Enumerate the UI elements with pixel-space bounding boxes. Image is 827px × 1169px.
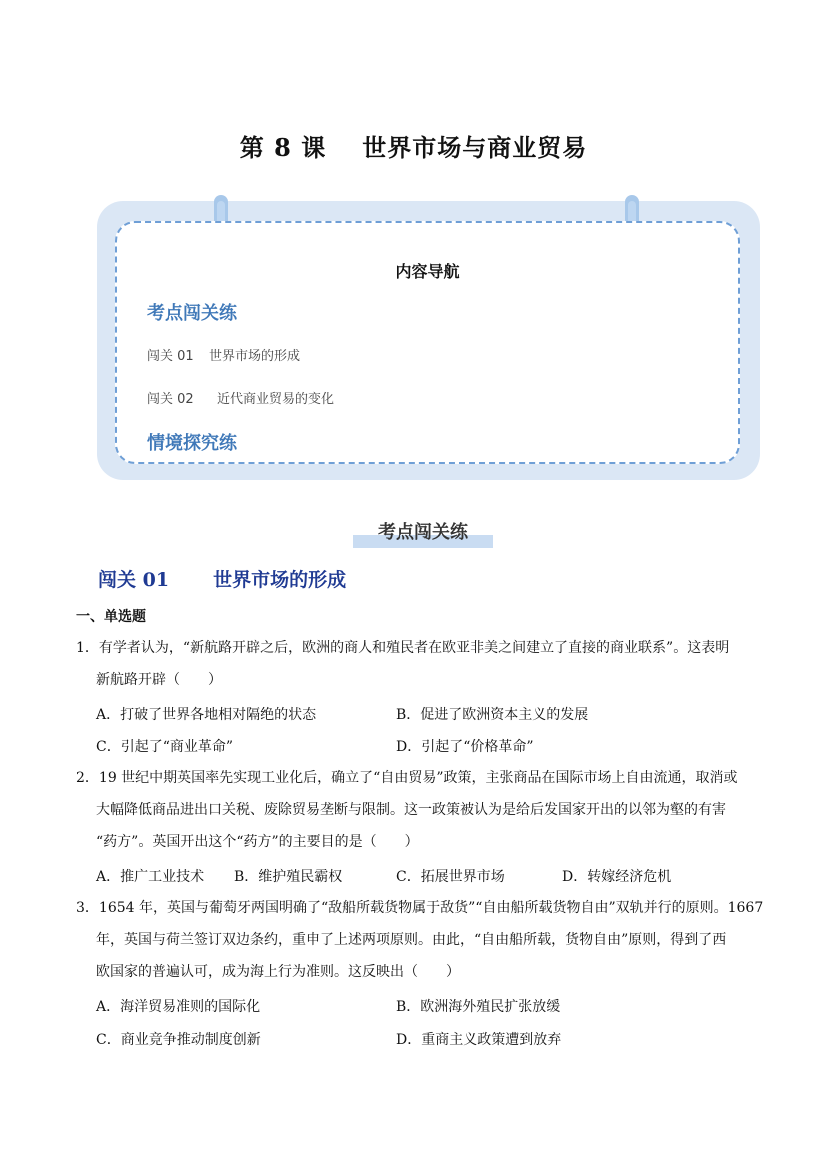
nav-item-number: 闯关 02 (147, 392, 194, 407)
question-stem-line: 欧国家的普遍认可，成为海上行为准则。这反映出（ ） (96, 964, 460, 980)
option-b[interactable]: B．维护殖民霸权 (234, 869, 343, 885)
option-d[interactable]: D．重商主义政策遭到放弃 (396, 1032, 562, 1048)
level-name: 世界市场的形成 (213, 569, 347, 591)
option-b[interactable]: B．促进了欧洲资本主义的发展 (396, 707, 589, 723)
option-c[interactable]: C．商业竞争推动制度创新 (96, 1032, 261, 1048)
question-stem-line: 年，英国与荷兰签订双边条约，重申了上述两项原则。由此，“自由船所载，货物自由”原则，得到了西 (96, 932, 727, 948)
level-number: 闯关 01 (98, 569, 170, 591)
option-c[interactable]: C．拓展世界市场 (396, 869, 505, 885)
question-stem-line: 大幅降低商品进出口关税、废除贸易垄断与限制。这一政策被认为是给后发国家开出的以邻为壑的有害 (96, 802, 726, 818)
option-c[interactable]: C．引起了“商业革命” (96, 739, 234, 755)
level-heading (98, 565, 346, 592)
question-1 (76, 632, 756, 696)
nav-section-scenario[interactable]: 情境探究练 (147, 433, 237, 454)
question-3 (76, 892, 764, 988)
nav-item-level-02[interactable] (147, 388, 334, 407)
question-stem-line: 2．19 世纪中期英国率先实现工业化后，确立了“自由贸易”政策，主张商品在国际市场上自由流通，取消或 (76, 770, 738, 786)
lesson-name: 世界市场与商业贸易 (362, 133, 588, 162)
content-navigation-panel (97, 201, 760, 480)
option-a[interactable]: A．推广工业技术 (96, 869, 205, 885)
question-stem-line: 3．1654 年，英国与葡萄牙两国明确了“敌船所载货物属于敌货”“自由船所载货物自由”双轨并行的原则。1667 (76, 900, 764, 916)
option-d[interactable]: D．引起了“价格革命” (396, 739, 534, 755)
navigation-box (115, 221, 740, 464)
question-2 (76, 762, 756, 858)
banner-text: 考点闯关练 (378, 522, 468, 543)
section-banner (353, 514, 493, 548)
nav-item-level-01[interactable] (147, 345, 300, 364)
page-title (0, 128, 827, 163)
question-stem-line: 1．有学者认为，“新航路开辟之后，欧洲的商人和殖民者在欧亚非美之间建立了直接的商业联系”。这表明 (76, 640, 730, 656)
option-a[interactable]: A．打破了世界各地相对隔绝的状态 (96, 707, 317, 723)
question-stem-line: “药方”。英国开出这个“药方”的主要目的是（ ） (96, 834, 419, 850)
question-stem-line: 新航路开辟（ ） (96, 672, 222, 688)
question-type-label: 一、单选题 (76, 609, 146, 625)
nav-item-label: 世界市场的形成 (209, 349, 301, 364)
option-b[interactable]: B．欧洲海外殖民扩张放缓 (396, 999, 561, 1015)
navigation-heading: 内容导航 (395, 262, 460, 281)
nav-item-label: 近代商业贸易的变化 (217, 392, 335, 407)
nav-item-number: 闯关 01 (147, 349, 194, 364)
nav-section-checkpoints[interactable]: 考点闯关练 (147, 303, 237, 324)
lesson-number: 第 8 课 (239, 133, 327, 162)
option-d[interactable]: D．转嫁经济危机 (562, 869, 672, 885)
option-a[interactable]: A．海洋贸易准则的国际化 (96, 999, 261, 1015)
